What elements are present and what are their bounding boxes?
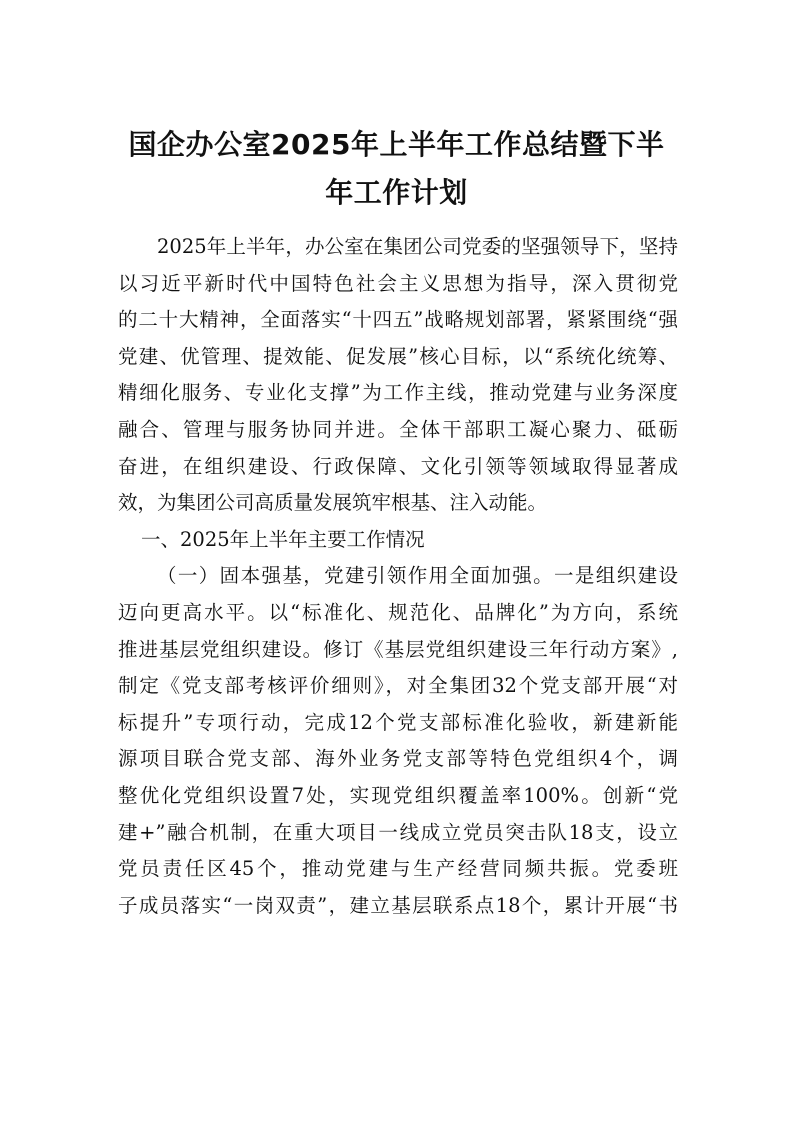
paragraph-line: 推进基层党组织建设。修订《基层党组织建设三年行动方案》, — [118, 637, 678, 661]
section-1-paragraph — [118, 558, 678, 924]
paragraph-line: 以习近平新时代中国特色社会主义思想为指导，深入贯彻党 — [118, 271, 678, 295]
paragraph-line: 迈向更高水平。以“标准化、规范化、品牌化”为方向，系统 — [118, 600, 678, 624]
document-title-line-2: 年工作计划 — [325, 176, 468, 209]
paragraph-line: 融合、管理与服务协同并进。全体干部职工凝心聚力、砥砺 — [118, 417, 678, 441]
paragraph-line: （一）固本强基，党建引领作用全面加强。一是组织建设 — [157, 564, 678, 588]
paragraph-line: 精细化服务、专业化支撑”为工作主线，推动党建与业务深度 — [118, 381, 678, 405]
document-title-line-1: 国企办公室2025年上半年工作总结暨下半 — [128, 128, 665, 161]
paragraph-line: 党建、优管理、提效能、促发展”核心目标，以“系统化统筹、 — [118, 344, 678, 368]
paragraph-line: 标提升”专项行动，完成12个党支部标准化验收，新建新能 — [118, 710, 678, 734]
paragraph-line: 整优化党组织设置7处，实现党组织覆盖率100%。创新“党 — [118, 783, 678, 807]
paragraph-line: 效，为集团公司高质量发展筑牢根基、注入动能。 — [118, 491, 548, 515]
paragraph-line: 2025年上半年，办公室在集团公司党委的坚强领导下，坚持 — [157, 235, 678, 258]
paragraph-line: 源项目联合党支部、海外业务党支部等特色党组织4个，调 — [118, 747, 678, 771]
paragraph-line: 子成员落实“一岗双责”，建立基层联系点18个，累计开展“书 — [118, 893, 678, 917]
paragraph-line: 党员责任区45个，推动党建与生产经营同频共振。党委班 — [118, 857, 678, 881]
paragraph-line: 奋进，在组织建设、行政保障、文化引领等领域取得显著成 — [118, 454, 678, 478]
document-body — [118, 229, 678, 924]
paragraph-line: 建+”融合机制，在重大项目一线成立党员突击队18支，设立 — [118, 820, 678, 844]
paragraph-line: 制定《党支部考核评价细则》，对全集团32个党支部开展“对 — [118, 674, 678, 698]
intro-paragraph — [118, 229, 678, 522]
section-heading: 一、2025年上半年主要工作情况 — [141, 527, 425, 551]
paragraph-line: 的二十大精神，全面落实“十四五”战略规划部署，紧紧围绕“强 — [118, 308, 678, 332]
